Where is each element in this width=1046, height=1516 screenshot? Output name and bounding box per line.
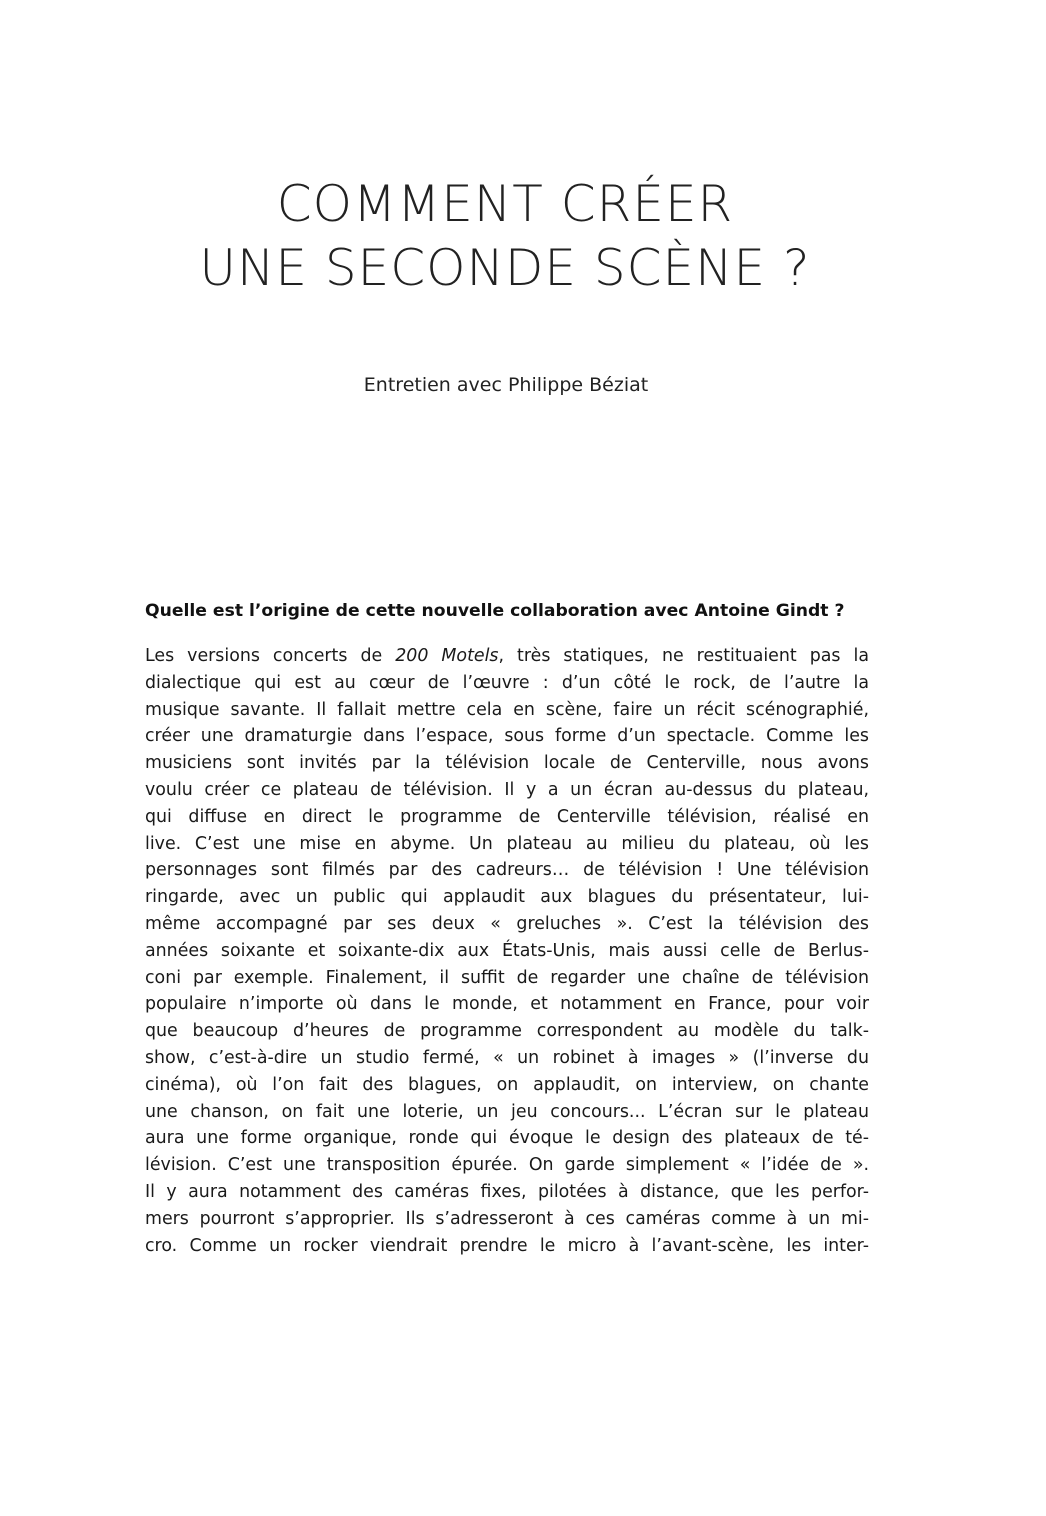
answer-line: Il y aura notamment des caméras fixes, pilotées à distance, que les perfor-	[145, 1181, 869, 1202]
answer-line-text: Les versions concerts de	[145, 646, 396, 666]
answer-line: qui diffuse en direct le programme de Centerville télévision, réalisé en	[145, 806, 869, 827]
chapter-title-line-1: COMMENT CRÉER	[276, 175, 734, 233]
answer-line: dialectique qui est au cœur de l’œuvre : d’un côté le rock, de l’autre la	[145, 672, 869, 693]
answer-line: une chanson, on fait une loterie, un jeu concours... L’écran sur le plateau	[145, 1101, 869, 1122]
answer-line: même accompagné par ses deux « greluches ». C’est la télévision des	[145, 913, 869, 934]
answer-line: personnages sont filmés par des cadreurs… de télévision ! Une télévision	[145, 860, 869, 881]
chapter-subtitle: Entretien avec Philippe Béziat	[363, 374, 649, 396]
answer-line: show, c’est-à-dire un studio fermé, « un robinet à images » (l’inverse du	[145, 1047, 869, 1068]
answer-line: coni par exemple. Finalement, il suffit de regarder une chaîne de télévision	[145, 967, 869, 988]
answer-line: lévision. C’est une transposition épurée. On garde simplement « l’idée de ».	[145, 1155, 869, 1176]
answer-line	[145, 643, 869, 670]
work-title: 200 Motels	[395, 646, 499, 666]
answer-line: années soixante et soixante-dix aux États-Unis, mais aussi celle de Berlus-	[145, 940, 869, 961]
interview-question: Quelle est l’origine de cette nouvelle collaboration avec Antoine Gindt ?	[145, 601, 845, 621]
answer-line: voulu créer ce plateau de télévision. Il y a un écran au-dessus du plateau,	[145, 779, 869, 800]
answer-line: cinéma), où l’on fait des blagues, on applaudit, on interview, on chante	[145, 1074, 869, 1095]
answer-line: que beaucoup d’heures de programme correspondent au modèle du talk-	[145, 1021, 869, 1042]
answer-line: mers pourront s’approprier. Ils s’adresseront à ces caméras comme à un mi-	[145, 1208, 869, 1229]
answer-line: musiciens sont invités par la télévision locale de Centerville, nous avons	[145, 753, 869, 774]
answer-line: aura une forme organique, ronde qui évoque le design des plateaux de té-	[145, 1128, 869, 1149]
interview-answer	[145, 643, 869, 1259]
answer-line: cro. Comme un rocker viendrait prendre le micro à l’avant-scène, les inter-	[145, 1235, 869, 1256]
answer-line-text: , très statiques, ne restituaient pas la	[498, 646, 869, 666]
answer-line: musique savante. Il fallait mettre cela en scène, faire un récit scénographié,	[145, 699, 869, 720]
answer-line: ringarde, avec un public qui applaudit aux blagues du présentateur, lui-	[145, 887, 869, 908]
answer-line: live. C’est une mise en abyme. Un plateau au milieu du plateau, où les	[145, 833, 869, 854]
chapter-title-line-2: UNE SECONDE SCÈNE ?	[199, 239, 811, 297]
answer-line: populaire n’importe où dans le monde, et notamment en France, pour voir	[145, 994, 869, 1015]
chapter-title	[0, 172, 1010, 300]
answer-line: créer une dramaturgie dans l’espace, sous forme d’un spectacle. Comme les	[145, 726, 869, 747]
